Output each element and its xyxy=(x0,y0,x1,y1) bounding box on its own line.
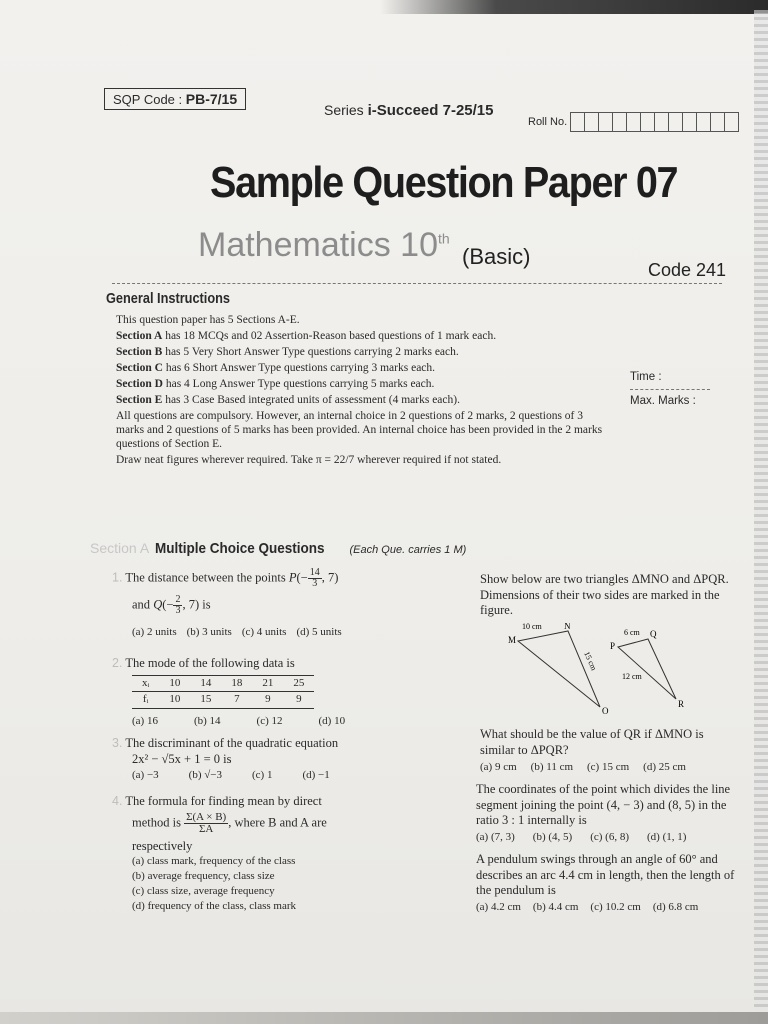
section-title: Multiple Choice Questions xyxy=(155,540,325,557)
option-b[interactable]: (b) √−3 xyxy=(188,769,222,782)
similar-triangles-figure xyxy=(500,623,700,715)
mode-data-table xyxy=(132,675,314,710)
time-label: Time : xyxy=(630,371,662,383)
question-7-options xyxy=(476,901,738,915)
roll-box xyxy=(570,112,585,132)
label-p: P xyxy=(610,640,616,651)
instruction-item xyxy=(116,362,606,376)
table-cell: 15 xyxy=(190,692,221,709)
option-d[interactable]: (d) 6.8 cm xyxy=(652,900,699,913)
table-cell: 21 xyxy=(252,675,283,692)
question-5-options xyxy=(480,761,730,775)
instruction-item xyxy=(116,314,606,328)
option-a[interactable]: (a) class mark, frequency of the class xyxy=(132,855,296,868)
instruction-text: has 18 MCQs and 02 Assertion-Reason based questions of 1 mark each. xyxy=(162,330,497,343)
roll-box xyxy=(612,112,627,132)
subject-sup: th xyxy=(438,230,450,247)
option-d[interactable]: (d) 25 cm xyxy=(643,761,686,774)
instruction-item xyxy=(116,394,606,408)
option-b[interactable]: (b) 11 cm xyxy=(530,761,574,774)
section-label: Section A xyxy=(90,540,150,556)
level-label: (Basic) xyxy=(462,244,531,269)
q-den: 3 xyxy=(175,605,181,616)
question-5-text: Show below are two triangles ΔMNO and ΔPQR. Dimensions of their two sides are marked in the figure. xyxy=(480,572,729,618)
table-cell: 18 xyxy=(221,675,252,692)
question-6-options xyxy=(476,831,738,845)
table-cell: 25 xyxy=(283,675,314,692)
instructions-list xyxy=(116,314,606,470)
question-1-options xyxy=(112,626,442,640)
option-a[interactable]: (a) 9 cm xyxy=(480,761,517,774)
q-y: , 7 xyxy=(182,597,195,612)
label-q: Q xyxy=(650,628,657,639)
time-marks-box xyxy=(630,366,710,413)
instructions-heading: General Instructions xyxy=(106,290,230,307)
subject-title xyxy=(198,226,450,265)
triangle-pqr xyxy=(618,639,676,699)
table-cell: 9 xyxy=(283,692,314,709)
option-c[interactable]: (c) 10.2 cm xyxy=(590,900,641,913)
scan-edge-top xyxy=(380,0,768,14)
roll-box xyxy=(682,112,697,132)
option-b[interactable]: (b) (4, 5) xyxy=(532,830,573,843)
question-2-line xyxy=(112,656,442,672)
table-row xyxy=(132,675,314,692)
series-value: i-Succeed 7-25/15 xyxy=(367,102,494,119)
option-a[interactable]: (a) (7, 3) xyxy=(476,830,515,843)
p-num: 14 xyxy=(309,567,320,578)
question-5 xyxy=(480,572,730,775)
scan-edge-bottom xyxy=(0,1012,768,1024)
method-text: method is xyxy=(132,815,181,829)
roll-number xyxy=(528,112,739,132)
option-d[interactable]: (d) frequency of the class, class mark xyxy=(132,899,297,912)
option-d[interactable]: (d) −1 xyxy=(302,769,330,782)
point-q-label: Q xyxy=(153,597,163,612)
instruction-bold: Section C xyxy=(116,362,163,375)
question-7 xyxy=(476,852,738,915)
p-y: , 7 xyxy=(321,570,335,585)
instruction-item xyxy=(116,330,606,344)
sqp-code-label: SQP Code : xyxy=(113,92,183,107)
label-n: N xyxy=(564,622,571,631)
respectively-text: respectively xyxy=(132,838,193,853)
option-d[interactable]: (d) 10 xyxy=(318,715,346,728)
question-2-options xyxy=(112,715,442,729)
option-d[interactable]: (d) (1, 1) xyxy=(647,830,687,843)
option-b[interactable]: (b) 3 units xyxy=(186,626,232,638)
title-divider xyxy=(112,283,722,284)
option-b[interactable]: (b) average frequency, class size xyxy=(132,870,275,883)
frac-den: ΣA xyxy=(198,822,214,835)
label-mn: 10 cm xyxy=(522,622,542,631)
label-no: 15 cm xyxy=(582,650,599,672)
instruction-item xyxy=(116,410,606,451)
roll-box xyxy=(626,112,641,132)
roll-box xyxy=(696,112,711,132)
question-text: The discriminant of the quadratic equation xyxy=(125,736,339,750)
table-row xyxy=(132,692,314,709)
table-header-cell: xᵢ xyxy=(132,675,159,692)
label-o: O xyxy=(602,705,609,715)
sqp-code-value: PB-7/15 xyxy=(185,91,238,107)
tail-text: is xyxy=(202,597,211,612)
table-cell: 14 xyxy=(190,675,221,692)
question-3-options xyxy=(112,769,442,783)
triangle-mno xyxy=(518,631,600,707)
where-text: , where B and A are xyxy=(228,815,327,829)
question-4-line xyxy=(112,794,442,810)
subject-name: Mathematics 10 xyxy=(198,226,438,264)
question-3-line xyxy=(112,736,442,752)
roll-no-boxes xyxy=(571,112,739,132)
table-cell: 10 xyxy=(159,692,190,709)
roll-box xyxy=(654,112,669,132)
series-label: Series xyxy=(324,102,364,118)
label-m: M xyxy=(508,634,517,645)
option-d[interactable]: (d) 5 units xyxy=(296,626,342,638)
section-note: (Each Que. carries 1 M) xyxy=(349,544,467,556)
label-r: R xyxy=(678,698,685,709)
option-c[interactable]: (c) 4 units xyxy=(241,626,287,638)
option-b[interactable]: (b) 14 xyxy=(193,715,221,728)
question-1-line-2: and Q(− $\frac{2}{3}$, 7) is xyxy=(132,594,211,616)
option-a[interactable]: (a) 4.2 cm xyxy=(476,900,521,913)
option-c[interactable]: (c) (6, 8) xyxy=(590,830,629,843)
roll-box xyxy=(710,112,725,132)
option-c[interactable]: (c) 1 xyxy=(252,769,273,782)
instruction-item xyxy=(116,454,606,468)
option-c[interactable]: (c) 15 cm xyxy=(587,761,630,774)
option-c[interactable]: (c) class size, average frequency xyxy=(132,884,275,897)
table-header-cell: fᵢ xyxy=(132,692,159,709)
and-text: and xyxy=(132,597,151,612)
question-4-formula xyxy=(112,812,442,835)
instruction-text: Draw neat figures wherever required. Take π = 22/7 wherever required if not stated. xyxy=(116,453,502,466)
table-cell: 10 xyxy=(159,675,190,692)
question-1-line-1: 1. The distance between the points P(− $\frac{14}{3}$, 7) xyxy=(112,567,339,589)
question-number: 1. xyxy=(112,570,123,585)
point-p-label: P xyxy=(288,570,297,585)
question-1 xyxy=(112,568,442,640)
roll-box xyxy=(584,112,599,132)
instruction-bold: Section A xyxy=(116,330,163,343)
question-5-question: What should be the value of QR if ΔMNO is similar to ΔPQR? xyxy=(480,726,704,757)
frac-num: Σ(A × B) xyxy=(186,810,227,823)
instruction-text: All questions are compulsory. However, an internal choice in 2 questions of 2 marks, 2 questions of 3 marks and 2 questions of 5 marks has been provided. An internal choice has been provided in the 2 marks questions of Section E. xyxy=(116,410,603,450)
option-b[interactable]: (b) 4.4 cm xyxy=(532,900,579,913)
question-3-equation: 2x² − √5x + 1 = 0 is xyxy=(132,751,232,766)
question-text: The distance between the points xyxy=(125,570,286,585)
question-number: 4. xyxy=(112,794,123,808)
label-pq: 6 cm xyxy=(624,627,640,637)
p-fraction xyxy=(308,568,322,589)
instruction-text: has 4 Long Answer Type questions carrying 5 marks each. xyxy=(162,378,435,391)
section-heading xyxy=(90,540,466,557)
label-pr: 12 cm xyxy=(622,671,642,681)
mean-fraction xyxy=(184,812,228,835)
question-4 xyxy=(112,794,442,914)
option-a[interactable]: (a) −3 xyxy=(132,769,159,782)
q-num: 2 xyxy=(175,594,181,605)
question-text: The mode of the following data is xyxy=(125,656,295,670)
page-title: Sample Question Paper 07 xyxy=(210,158,678,207)
question-2 xyxy=(112,656,442,729)
p-den: 3 xyxy=(312,578,318,589)
question-4-options xyxy=(112,854,442,913)
instruction-text: has 5 Very Short Answer Type questions carrying 2 marks each. xyxy=(162,346,459,359)
question-number: 3. xyxy=(112,736,123,750)
question-text: The formula for finding mean by direct xyxy=(125,794,322,808)
instruction-text: has 6 Short Answer Type questions carrying 3 marks each. xyxy=(162,362,436,375)
instruction-text: has 3 Case Based integrated units of assessment (4 marks each). xyxy=(162,394,460,407)
series xyxy=(324,102,493,119)
max-marks-label: Max. Marks : xyxy=(630,395,696,407)
instruction-item xyxy=(116,346,606,360)
instruction-text: This question paper has 5 Sections A-E. xyxy=(116,314,300,326)
roll-box xyxy=(668,112,683,132)
table-cell: 9 xyxy=(252,692,283,709)
option-a[interactable]: (a) 2 units xyxy=(132,626,177,638)
question-number: 2. xyxy=(112,656,123,670)
instruction-bold: Section D xyxy=(116,378,163,391)
question-6-text: The coordinates of the point which divides the line segment joining the point (4, − 3) and (8, 5) in the ratio 3 : 1 internally is xyxy=(476,782,731,828)
roll-box xyxy=(598,112,613,132)
question-6 xyxy=(476,782,738,845)
instruction-bold: Section E xyxy=(116,394,163,407)
subject-code: Code 241 xyxy=(648,260,727,280)
scan-edge-right xyxy=(754,10,768,1010)
sqp-code-box xyxy=(104,88,246,110)
table-cell: 7 xyxy=(221,692,252,709)
roll-no-label: Roll No. xyxy=(528,116,568,128)
option-c[interactable]: (c) 12 xyxy=(256,715,283,728)
roll-box xyxy=(640,112,655,132)
instruction-item xyxy=(116,378,606,392)
question-3 xyxy=(112,736,442,783)
instruction-bold: Section B xyxy=(116,346,163,359)
question-7-text: A pendulum swings through an angle of 60° and describes an arc 4.4 cm in length, then the length of the pendulum is xyxy=(476,852,735,898)
roll-box xyxy=(724,112,739,132)
option-a[interactable]: (a) 16 xyxy=(132,715,158,728)
